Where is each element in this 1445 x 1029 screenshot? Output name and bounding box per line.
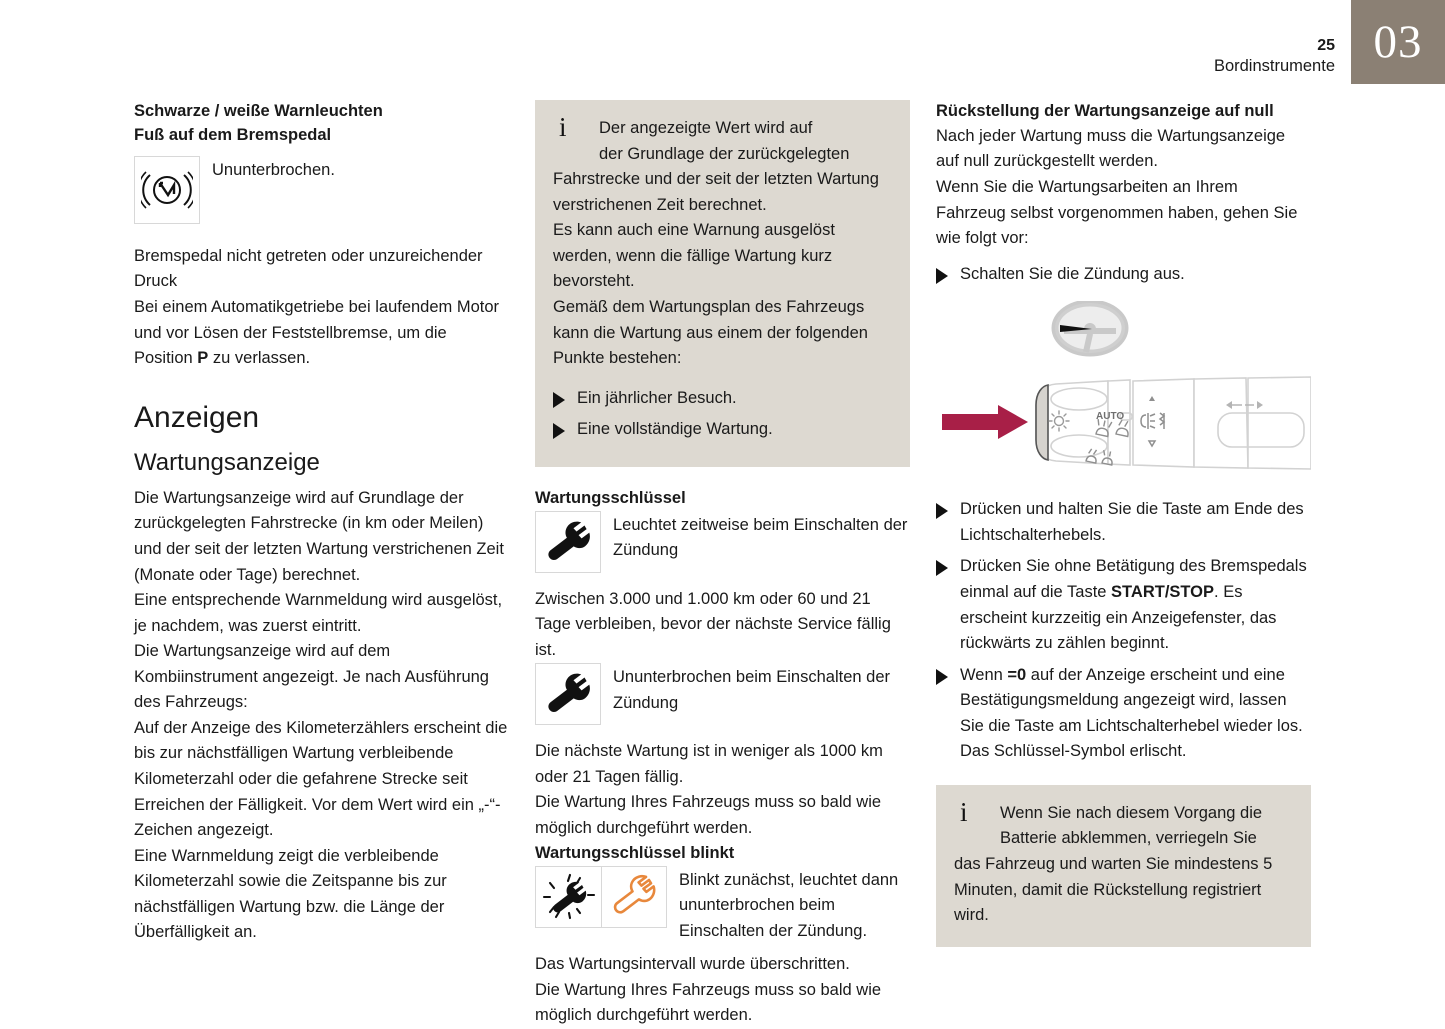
column-middle [535,100,910,1029]
wrench-outline-icon-glyph [610,874,658,920]
col3-bullet-3-bold: START/STOP [1111,582,1215,601]
wrench-blinking-icon-glyph [542,873,596,921]
col3-info-line-2: Batterie abklemmen, verriegeln Sie [1000,829,1257,848]
col3-bullet-4-pre: Wenn [960,665,1008,684]
col1-heading-bremspedal: Fuß auf dem Bremspedal [134,125,332,144]
info-bullet-list [553,386,892,443]
col1-heading-warnleuchten: Schwarze / weiße Warnleuchten [134,102,383,120]
info-paragraph-3: Gemäß dem Wartungsplan des Fahrzeugs kann die Wartung aus einem der folgenden Punkte bestehen: [553,297,868,368]
col3-bullet-3-post: . Es erscheint kurzzeitig ein Anzeigefenster, das rückwärts zu zählen beginnt. [960,582,1277,653]
col3-bullet-list-1 [936,262,1311,288]
info-line-1: Der angezeigte Wert wird auf [599,119,813,137]
wrench-icon-pair [535,866,667,928]
col1-paragraph-5: Die Wartungsanzeige wird auf dem Kombiinstrument angezeigt. Je nach Ausführung des Fahrzeugs: [134,642,489,712]
info-rest: Fahrstrecke und der seit der letzten Wartung verstrichenen Zeit berechnet. [553,170,879,214]
col1-paragraph-6: Auf der Anzeige des Kilometerzählers erscheint die bis zur nächstfälligen Wartung verbleibende Kilometerzahl oder die gefahrene Strecke seit Erreichen der Fälligkeit. Vor dem Wert wird ein „-“-Zeichen angezeigt. [134,718,508,840]
info-box-wartungsanzeige [535,100,910,467]
col1-paragraph-1: Bremspedal nicht getreten oder unzureichender Druck [134,246,483,291]
wrench-icon-glyph [544,672,592,716]
col1-p2-pre: Bei einem Automatikgetriebe bei laufendem Motor und vor Lösen der Feststellbremse, um die Position [134,297,500,368]
wrench-icon-orange-outline [601,866,667,928]
wrench-icon-caption-1: Leuchtet zeitweise beim Einschalten der Zündung [613,515,908,560]
col2-heading-blinkt: Wartungsschlüssel blinkt [535,843,735,862]
triangle-bullet-icon [553,392,565,408]
wrench-blink-icon-caption: Blinkt zunächst, leuchtet dann ununterbrochen beim Einschalten der Zündung. [679,870,899,940]
col1-paragraph-4: Eine entsprechende Warnmeldung wird ausgelöst, je nachdem, was zuerst eintritt. [134,591,503,635]
col1-title-wartungsanzeige: Wartungsanzeige [134,448,320,476]
brake-pedal-icon-caption: Ununterbrochen. [212,160,335,179]
column-right [936,100,1311,947]
info-bullet-2: Eine vollständige Wartung. [577,420,773,439]
info-bullet-1: Ein jährlicher Besuch. [577,388,737,407]
wrench-icon-blinking [535,866,601,928]
triangle-bullet-icon [936,503,948,519]
red-pointer-arrow [942,405,1028,439]
col3-heading-ruckstellung: Rückstellung der Wartungsanzeige auf null [936,102,1274,120]
wrench-blink-icon-row [535,866,910,945]
info-icon: i [559,112,567,142]
wrench-icon-row-2 [535,663,910,725]
section-title: Bordinstrumente [1213,57,1335,75]
page-number: 25 [1317,37,1335,54]
steering-wheel-icon [1055,303,1125,353]
col2-paragraph-2: Die nächste Wartung ist in weniger als 1000 km oder 21 Tagen fällig. [535,742,883,786]
triangle-bullet-icon [936,669,948,685]
triangle-bullet-icon [553,423,565,439]
triangle-bullet-icon [936,268,948,284]
col1-p2-bold: P [197,349,209,368]
col1-paragraph-7: Eine Warnmeldung zeigt die verbleibende Kilometerzahl sowie die Zeitspanne bis zur nächstfälligen Wartung bzw. die Länge der Überfälligkeit an. [134,846,447,942]
light-stalk-illustration [936,301,1311,487]
col3-bullet-4-post: auf der Anzeige erscheint und eine Bestätigungsmeldung angezeigt wird, lassen Sie die Taste am Lichtschalterhebel wieder los. Das Schlüssel-Symbol erlischt. [960,665,1303,761]
list-item [553,417,892,443]
col1-p2-post: zu verlassen. [208,349,311,368]
list-item [936,262,1311,288]
list-item [553,386,892,412]
col3-paragraph-2: Wenn Sie die Wartungsarbeiten an Ihrem Fahrzeug selbst vorgenommen haben, gehen Sie wie folgt vor: [936,178,1298,248]
col1-paragraph-3: Die Wartungsanzeige wird auf Grundlage der zurückgelegten Fahrstrecke (in km oder Meilen) und der seit der letzten Wartung verstrichenen Zeit (Monate oder Tage) berechnet. [134,488,504,584]
col3-bullet-4-bold: =0 [1007,665,1027,684]
light-stalk-illustration-svg [936,301,1311,487]
info-icon: i [960,796,968,827]
list-item [936,497,1311,548]
list-item [936,663,1311,765]
page-header-meta [1214,36,1335,77]
info-box-batterie [936,785,1311,947]
col3-bullet-4 [960,663,1311,765]
col3-paragraph-1: Nach jeder Wartung muss die Wartungsanzeige auf null zurückgestellt werden. [936,126,1286,171]
col2-paragraph-4: Das Wartungsintervall wurde überschritten. [535,955,850,974]
chapter-tab [1351,0,1445,84]
brake-pedal-warning-icon [134,156,200,224]
col1-paragraph-2 [134,295,509,372]
col2-paragraph-5: Die Wartung Ihres Fahrzeugs muss so bald wie möglich durchgeführt werden. [535,980,882,1025]
info-paragraph-2: Es kann auch eine Warnung ausgelöst werden, wenn die fällige Wartung kurz bevorsteht. [553,221,835,291]
col3-bullet-list-2 [936,497,1311,765]
col1-title-anzeigen: Anzeigen [134,400,260,434]
wrench-icon-solid-steady [535,663,601,725]
info-line-2: der Grundlage der zurückgelegten [599,144,850,163]
list-item [936,554,1311,656]
wrench-icon-row-1 [535,511,910,573]
col2-paragraph-1: Zwischen 3.000 und 1.000 km oder 60 und 21 Tage verbleiben, bevor der nächste Service fällig ist. [535,589,891,659]
column-left [134,100,509,946]
stalk-auto-label: AUTO [1096,411,1125,423]
brake-pedal-icon-row [134,156,509,224]
col3-bullet-1: Schalten Sie die Zündung aus. [960,264,1185,283]
chapter-number: 03 [1373,15,1423,68]
stalk-end-button [1036,385,1048,460]
col2-heading-wartungsschluessel: Wartungsschlüssel [535,488,686,507]
wrench-icon-caption-2: Ununterbrochen beim Einschalten der Zündung [613,668,890,712]
col3-bullet-2: Drücken und halten Sie die Taste am Ende des Lichtschalterhebels. [960,500,1304,544]
col3-info-rest: das Fahrzeug und warten Sie mindestens 5 Minuten, damit die Rückstellung registriert wird. [954,855,1273,925]
col3-bullet-3 [960,554,1311,656]
triangle-bullet-icon [936,560,948,576]
wrench-icon-solid [535,511,601,573]
col3-bullet-3-pre: Drücken Sie ohne Betätigung des Bremspedals einmal auf die Taste [960,557,1307,601]
brake-pedal-icon-glyph [141,169,193,211]
wrench-icon-glyph [544,520,592,564]
col3-info-line-1: Wenn Sie nach diesem Vorgang die [1000,803,1263,822]
light-stalk-body [1036,377,1311,469]
col2-paragraph-3: Die Wartung Ihres Fahrzeugs muss so bald wie möglich durchgeführt werden. [535,793,882,838]
